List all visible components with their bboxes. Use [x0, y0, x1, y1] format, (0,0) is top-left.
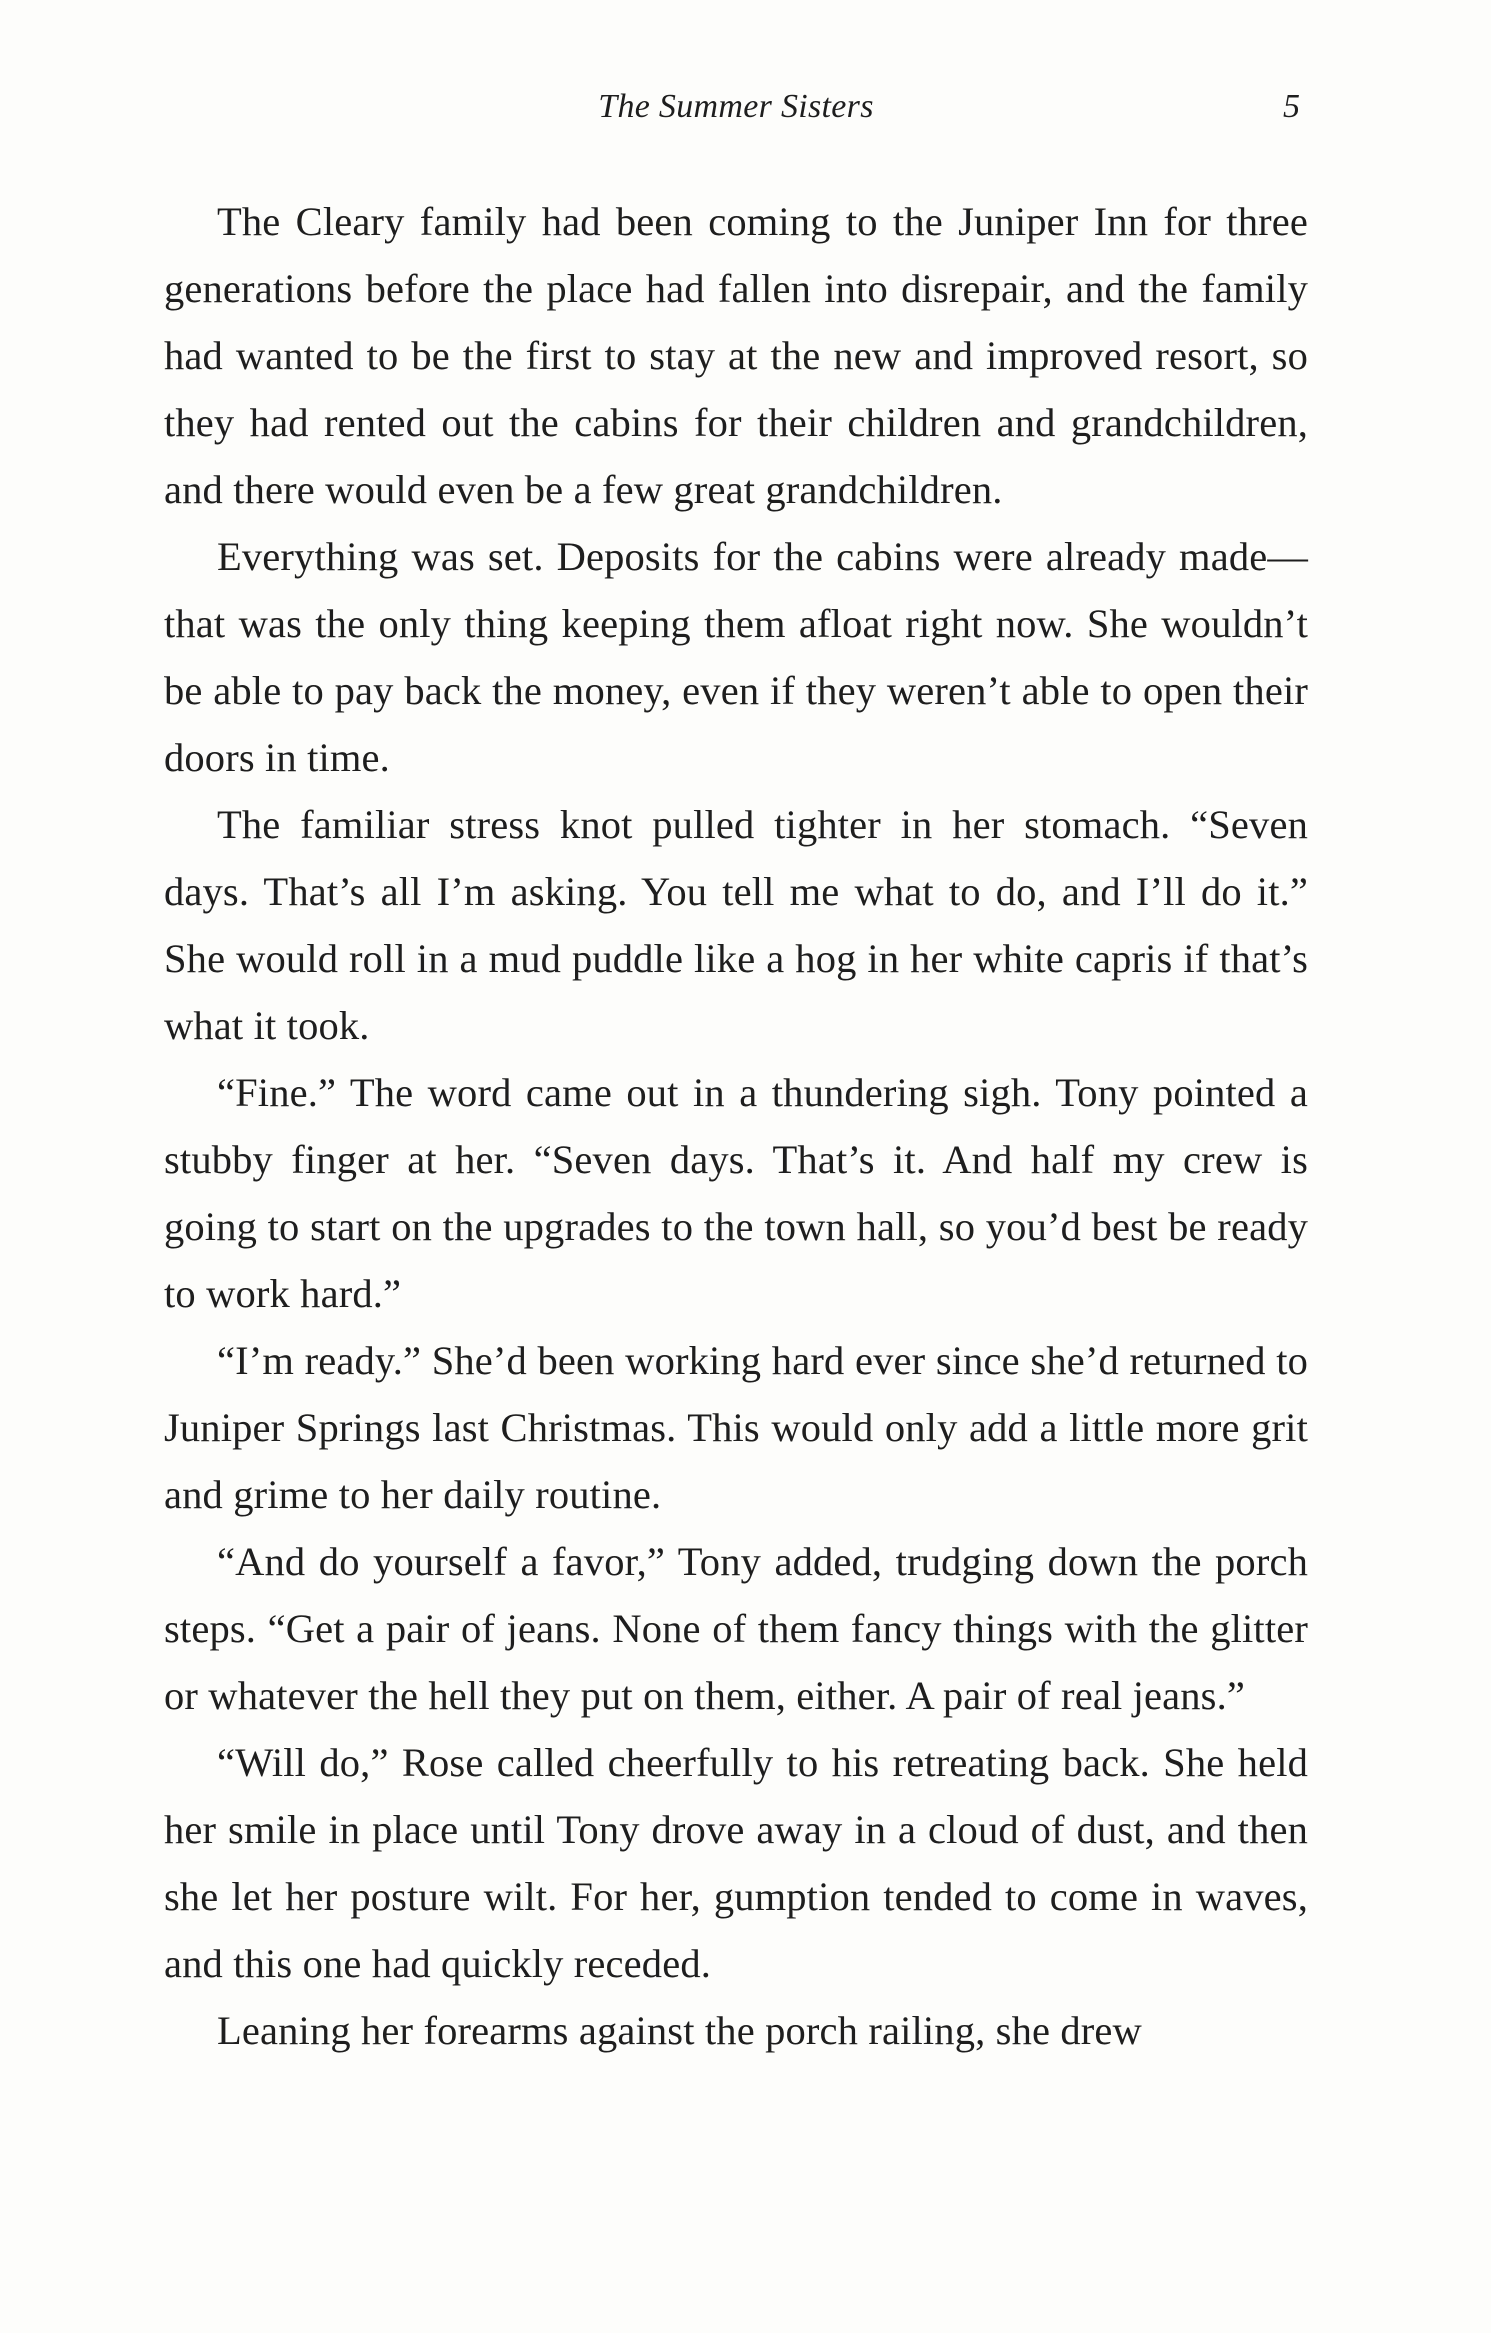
paragraph: “Fine.” The word came out in a thundering sigh. Tony pointed a stubby finger at her. “Seven days. That’s it. And half my crew is going to start on the upgrades to the town hall, so you’d best be ready to work hard.”	[164, 1070, 1308, 1316]
paragraph: “And do yourself a favor,” Tony added, trudging down the porch steps. “Get a pair of jeans. None of them fancy things with the glitter or whatever the hell they put on them, either. A pair of real jeans.”	[164, 1539, 1308, 1718]
running-head	[164, 82, 1308, 132]
paragraph: Everything was set. Deposits for the cabins were already made—that was the only thing keeping them afloat right now. She wouldn’t be able to pay back the money, even if they weren’t able to open their doors in time.	[164, 534, 1308, 780]
body-text	[164, 188, 1308, 2064]
paragraph: Leaning her forearms against the porch railing, she drew	[217, 2008, 1142, 2053]
book-title: The Summer Sisters	[598, 88, 874, 125]
paragraph: The Cleary family had been coming to the Juniper Inn for three generations before the place had fallen into disrepair, and the family had wanted to be the first to stay at the new and improved resort, so they had rented out the cabins for their children and grandchildren, and there would even be a few great grandchildren.	[164, 199, 1308, 512]
page-number: 5	[1283, 88, 1300, 125]
paragraph: “Will do,” Rose called cheerfully to his retreating back. She held her smile in place until Tony drove away in a cloud of dust, and then she let her posture wilt. For her, gumption tended to come in waves, and this one had quickly receded.	[164, 1740, 1308, 1986]
paragraph: “I’m ready.” She’d been working hard ever since she’d returned to Juniper Springs last Christmas. This would only add a little more grit and grime to her daily routine.	[164, 1338, 1308, 1517]
paragraph: The familiar stress knot pulled tighter in her stomach. “Seven days. That’s all I’m asking. You tell me what to do, and I’ll do it.” She would roll in a mud puddle like a hog in her white capris if that’s what it took.	[164, 802, 1308, 1048]
